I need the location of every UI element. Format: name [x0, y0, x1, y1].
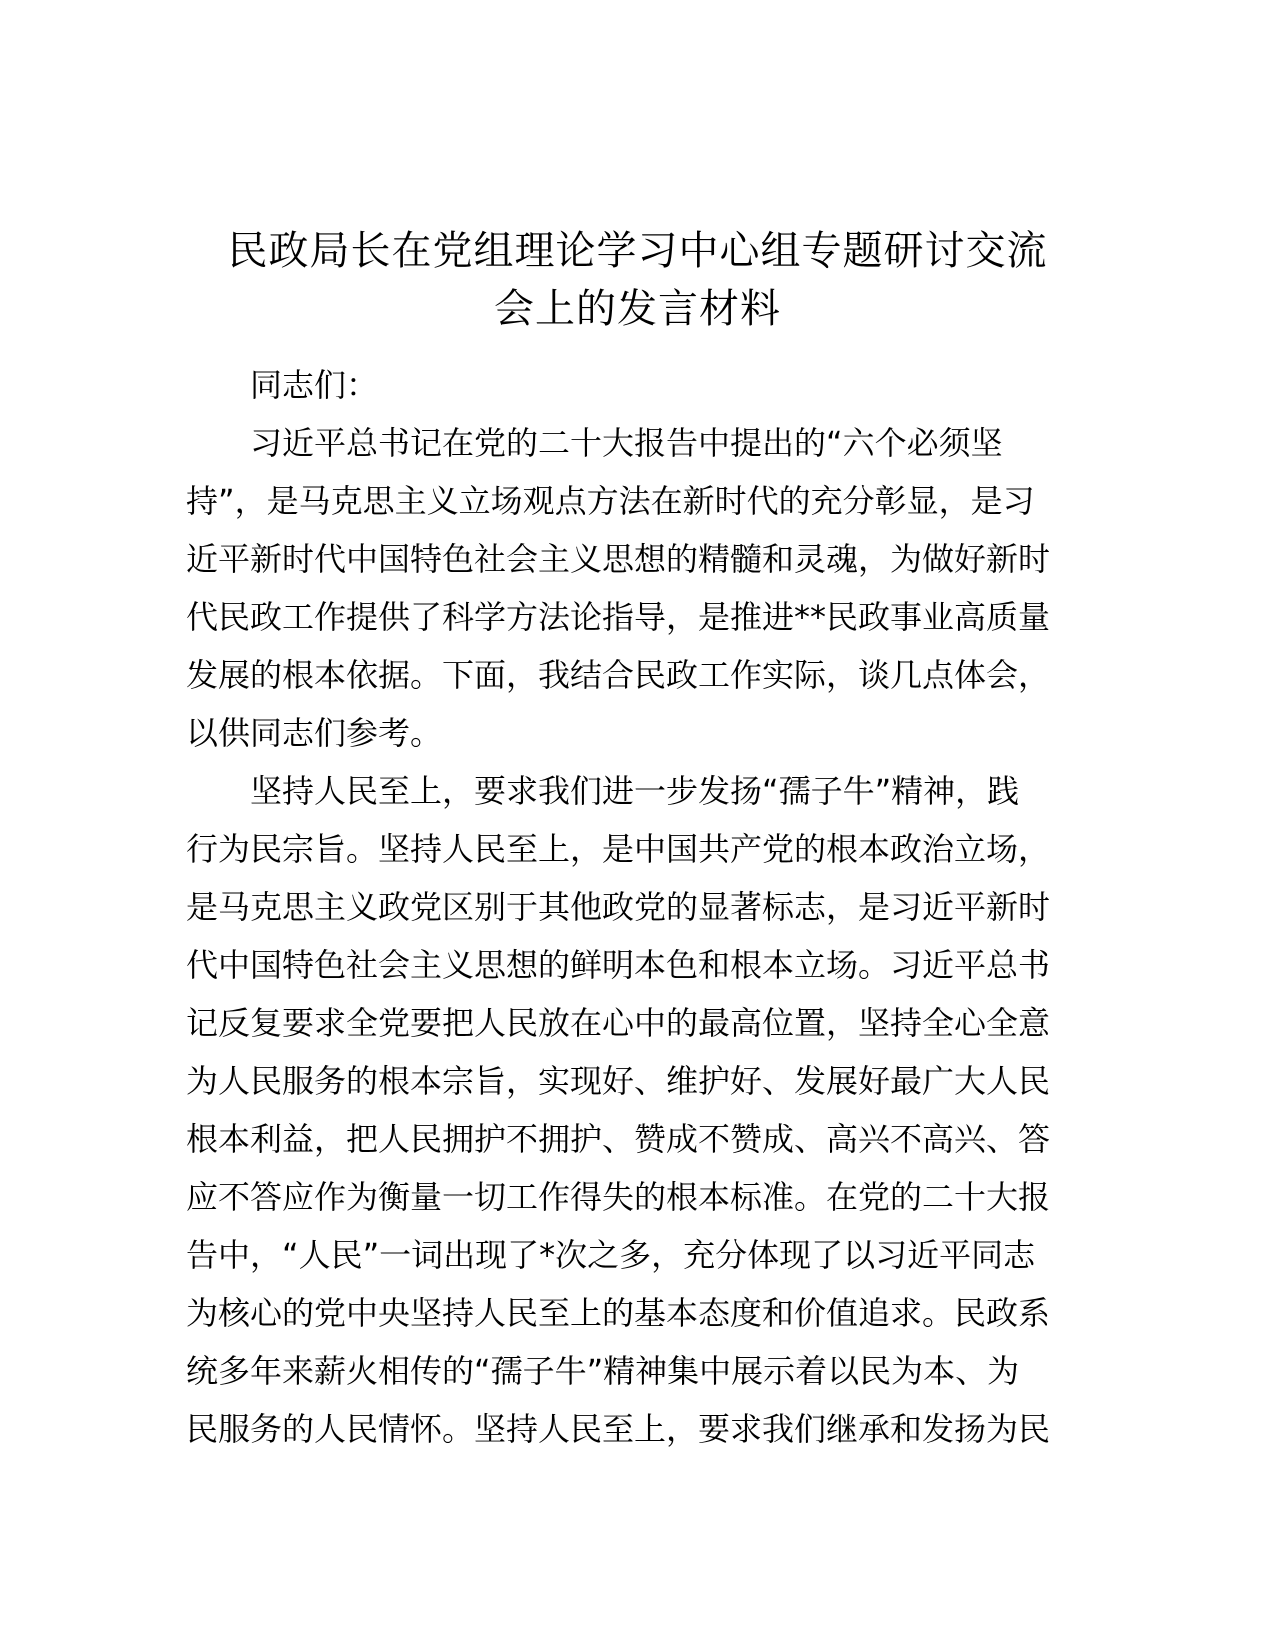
paragraph-2: [186, 762, 1089, 1458]
paragraph-2-line: 应不答应作为衡量一切工作得失的根本标准。在党的二十大报: [186, 1178, 1051, 1216]
paragraph-2-line: 记反复要求全党要把人民放在心中的最高位置，坚持全心全意: [186, 1004, 1051, 1042]
salutation: 同志们：: [250, 366, 379, 404]
paragraph-1-line: 近平新时代中国特色社会主义思想的精髓和灵魂，为做好新时: [186, 540, 1051, 578]
document-body: [186, 356, 1089, 1458]
title-line-2: 会上的发言材料: [494, 286, 781, 332]
paragraph-2-line: 为核心的党中央坚持人民至上的基本态度和价值追求。民政系: [186, 1294, 1051, 1332]
paragraph-1-line: 以供同志们参考。: [186, 714, 443, 752]
title-line-1: 民政局长在党组理论学习中心组专题研讨交流: [227, 228, 1048, 274]
paragraph-2-line: 民服务的人民情怀。坚持人民至上，要求我们继承和发扬为民: [186, 1410, 1051, 1448]
paragraph-2-line: 代中国特色社会主义思想的鲜明本色和根本立场。习近平总书: [186, 946, 1051, 984]
paragraph-2-line: 行为民宗旨。坚持人民至上，是中国共产党的根本政治立场，: [186, 830, 1051, 868]
paragraph-1-line: 发展的根本依据。下面，我结合民政工作实际，谈几点体会，: [186, 656, 1051, 694]
paragraph-2-line: 根本利益，把人民拥护不拥护、赞成不赞成、高兴不高兴、答: [186, 1120, 1051, 1158]
paragraph-2-line: 是马克思主义政党区别于其他政党的显著标志，是习近平新时: [186, 888, 1051, 926]
paragraph-1-line: 习近平总书记在党的二十大报告中提出的“六个必须坚: [250, 424, 1003, 462]
paragraph-1: [186, 414, 1089, 762]
document-title: [186, 222, 1089, 338]
paragraph-2-line: 统多年来薪火相传的“孺子牛”精神集中展示着以民为本、为: [186, 1352, 1020, 1390]
paragraph-1-line: 代民政工作提供了科学方法论指导，是推进**民政事业高质量: [186, 598, 1051, 636]
paragraph-2-line: 坚持人民至上，要求我们进一步发扬“孺子牛”精神，践: [250, 772, 1020, 810]
paragraph-2-line: 为人民服务的根本宗旨，实现好、维护好、发展好最广大人民: [186, 1062, 1051, 1100]
paragraph-2-line: 告中，“人民”一词出现了*次之多，充分体现了以习近平同志: [186, 1236, 1036, 1274]
paragraph-1-line: 持”，是马克思主义立场观点方法在新时代的充分彰显，是习: [186, 482, 1035, 520]
